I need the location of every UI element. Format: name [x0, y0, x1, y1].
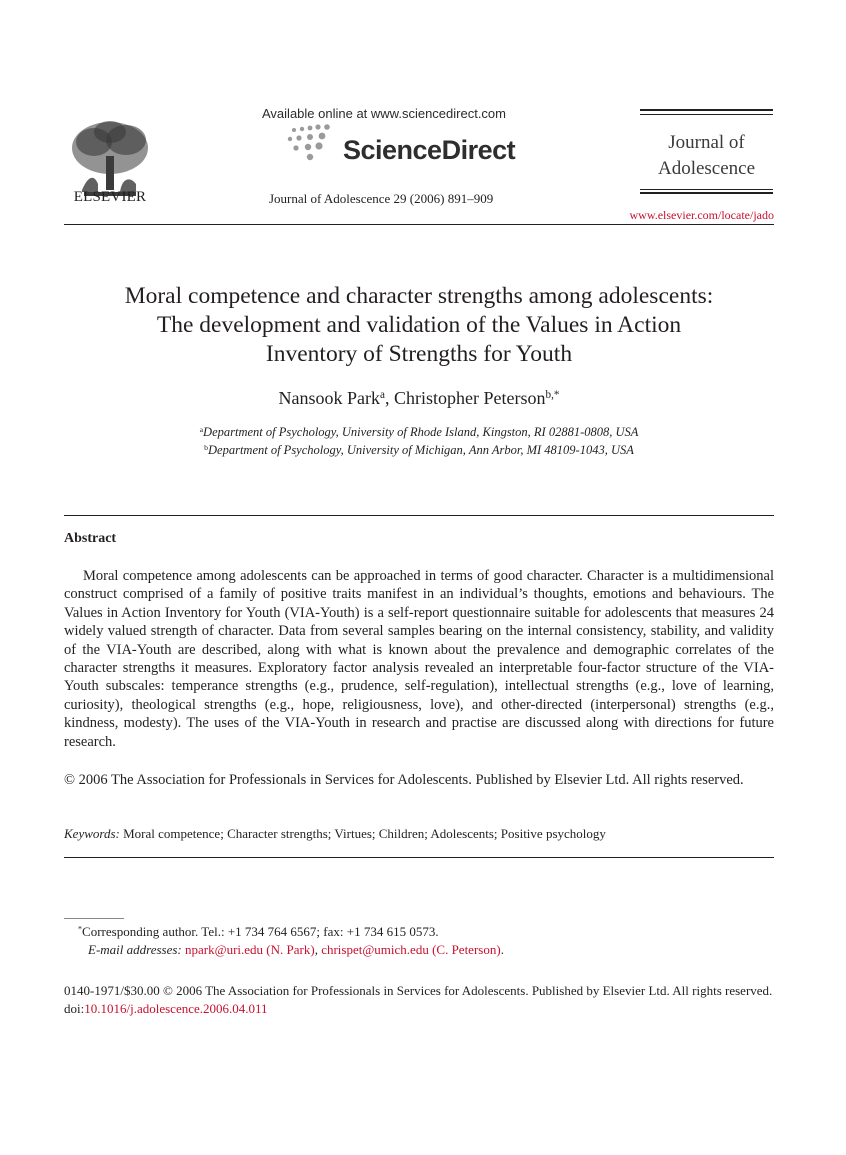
affiliation-a: [64, 425, 774, 440]
abstract-body: [64, 567, 774, 751]
article-title: [64, 282, 774, 369]
affiliation-a-sup: a: [199, 424, 204, 434]
journal-name-line1: Journal of: [668, 132, 745, 153]
publisher-name: ELSEVIER: [73, 189, 147, 205]
footnote-divider: [64, 918, 124, 919]
abstract-top-divider: [64, 515, 774, 516]
email-park-link[interactable]: npark@uri.edu (N. Park): [185, 942, 315, 957]
author-peterson-affil-sup: b,*: [545, 388, 560, 401]
corresponding-author-text: Corresponding author. Tel.: +1 734 764 6567; fax: +1 734 615 0573.: [82, 924, 439, 939]
keywords: [64, 826, 774, 842]
email-peterson-link[interactable]: chrispet@umich.edu (C. Peterson): [321, 942, 501, 957]
keywords-text: Moral competence; Character strengths; Virtues; Children; Adolescents; Positive psychology: [123, 826, 606, 841]
author-park: Nansook Park: [278, 388, 381, 408]
email-note: [88, 942, 504, 958]
available-online-text: Available online at www.sciencedirect.com: [262, 106, 506, 121]
issn-text: 0140-1971/$30.00 © 2006 The Association for Professionals in Services for Adolescents. Published by Elsevier Ltd. All rights reserved.: [64, 983, 773, 998]
journal-citation: Journal of Adolescence 29 (2006) 891–909: [269, 191, 494, 206]
journal-box-rule-bottom: [640, 192, 773, 194]
title-line-1: Moral competence and character strengths among adolescents:: [124, 283, 714, 309]
corresponding-author-note: [78, 924, 439, 940]
title-line-2: The development and validation of the Values in Action: [156, 312, 682, 338]
journal-box-rule-bottom-thin: [640, 189, 773, 190]
affiliation-a-text: Department of Psychology, University of Rhode Island, Kingston, RI 02881-0808, USA: [203, 425, 639, 439]
keywords-label: Keywords:: [64, 826, 120, 841]
journal-name-line2: Adolescence: [657, 158, 756, 179]
email-label: E-mail addresses:: [88, 942, 182, 957]
authors: [64, 388, 774, 409]
email-separator: ,: [314, 942, 322, 957]
journal-box-rule-top-thin: [640, 114, 773, 115]
journal-name: [640, 130, 773, 182]
title-line-3: Inventory of Strengths for Youth: [265, 341, 573, 367]
abstract-heading: Abstract: [64, 531, 117, 546]
header-divider: [64, 224, 774, 225]
doi-link[interactable]: 10.1016/j.adolescence.2006.04.011: [84, 1001, 268, 1016]
abstract-bottom-divider: [64, 857, 774, 858]
abstract-paragraph: Moral competence among adolescents can be approached in terms of good character. Character is a multidimensional construct comprised of a family of positive traits manifest in an individual’s thoughts, emotions and behaviours. The Values in Action Inventory for Youth (VIA-Youth) is a self-report questionnaire suitable for adolescents that measures 24 widely valued strength of character. Data from several samples bearing on the internal consistency, stability, and validity of the VIA-Youth are described, along with what is known about the prevalence and demographic correlates of the character strengths it measures. Exploratory factor analysis revealed an interpretable four-factor structure of the VIA-Youth subscales: temperance strengths (e.g., prudence, self-regulation), intellectual strengths (e.g., love of learning, curiosity), theological strengths (e.g., hope, religiousness, love), and other-directed (interpersonal) strengths (e.g., kindness, modesty). The uses of the VIA-Youth in research and practise are discussed along with directions for future research.: [64, 568, 774, 750]
author-separator: ,: [385, 388, 394, 408]
abstract-copyright: © 2006 The Association for Professionals in Services for Adolescents. Published by Elsevier Ltd. All rights reserved.: [64, 772, 744, 788]
doi-line: [64, 1000, 774, 1018]
journal-box-rule-top: [640, 109, 773, 111]
footnote-star: *: [78, 924, 83, 934]
journal-url-link[interactable]: www.elsevier.com/locate/jado: [629, 208, 774, 222]
author-park-affil-sup: a: [380, 388, 385, 401]
sciencedirect-dots-icon: [284, 124, 344, 164]
issn-block: [64, 982, 774, 1018]
affiliation-b-text: Department of Psychology, University of Michigan, Ann Arbor, MI 48109-1043, USA: [208, 443, 634, 457]
sciencedirect-logo-text: ScienceDirect: [343, 135, 516, 165]
affiliation-b: [64, 443, 774, 458]
author-peterson: Christopher Peterson: [394, 388, 546, 408]
doi-label: doi:: [64, 1001, 85, 1016]
affiliation-b-sup: b: [204, 442, 208, 452]
email-end: .: [500, 942, 504, 957]
